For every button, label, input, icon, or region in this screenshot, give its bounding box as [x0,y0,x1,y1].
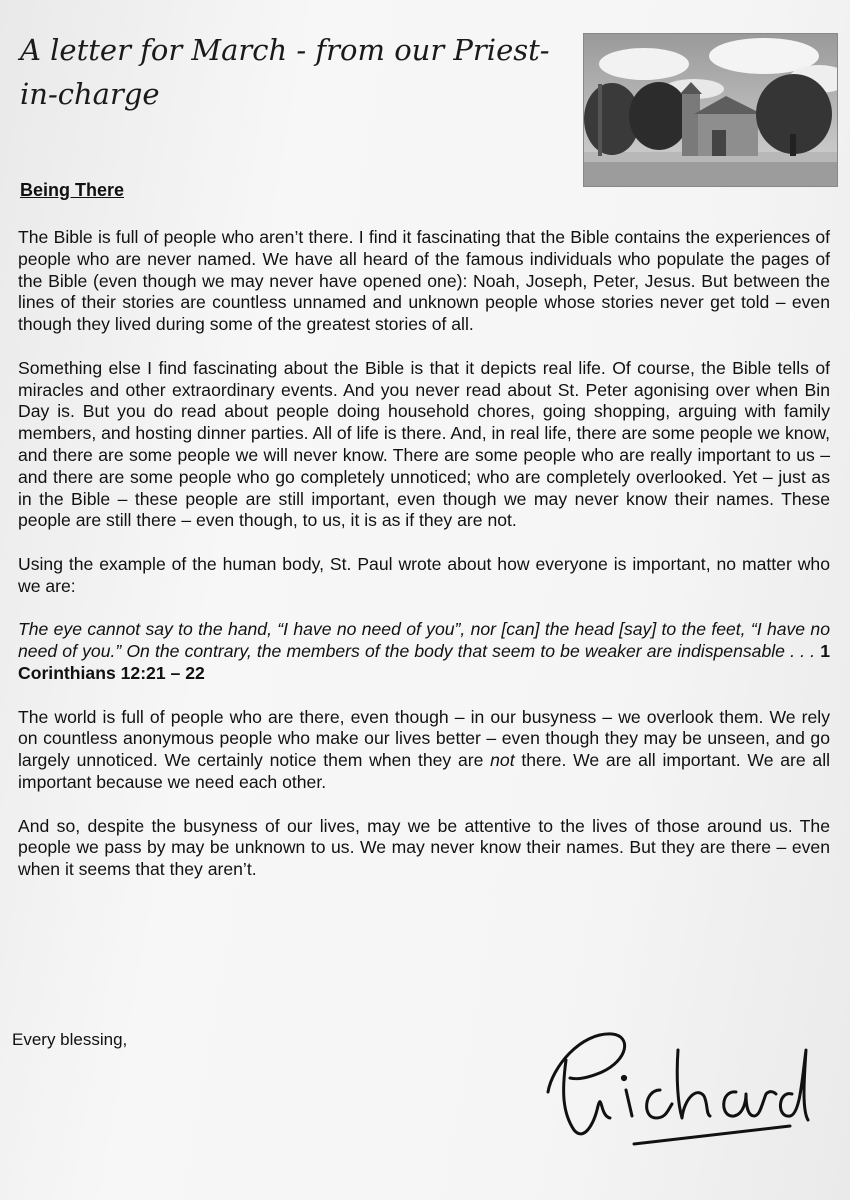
letter-body [18,227,830,903]
church-photo [583,33,838,187]
quote-reference: 1 Corinthians 12:21 – 22 [18,641,830,683]
paragraph-4-start: The world is full of people who are there, even though – in our busyness – we overlook them. We rely on countless anonymous people who make our lives better – even though they may be unseen, and go largely unnoticed. We certainly notice them when they are [18,706,830,771]
paragraph-4-emphasis: not [490,750,515,771]
paragraph-1: The Bible is full of people who aren’t there. I find it fascinating that the Bible contains the experiences of people who are never named. We have all heard of the famous individuals who populate the pages of the Bible (even though we may never have opened one): Noah, Joseph, Peter, Jesus. But between the lines of their stories are countless unnamed and unknown people whose stories never get told – even though they lived during some of the greatest stories of all. [18,227,830,335]
quote-text: The eye cannot say to the hand, “I have no need of you”, nor [can] the head [say] to the feet, “I have no need of you.” On the contrary, the members of the body that seem to be weaker are indispensable . . . [18,619,830,662]
paragraph-2: Something else I find fascinating about the Bible is that it depicts real life. Of course, the Bible tells of miracles and other extraordinary events. And you never read about St. Peter agonising over when Bin Day is. But you do read about people doing household chores, going shopping, arguing with family members, and hosting dinner parties. All of life is there. And, in real life, there are some people we know, and there are some people we will never know. There are some people who are really important to us – and there are some people who go completely unnoticed; who are completely overlooked. Yet – just as in the Bible – these people are still important, even though we may never know their names. These people are still there – even though, to us, it is as if they are not. [18,357,830,531]
paragraph-4 [18,707,830,794]
handwritten-signature [540,1020,810,1155]
letter-title: A letter for March - from our Priest-in-charge [20,33,550,111]
paragraph-3: Using the example of the human body, St. Paul wrote about how everyone is important, no matter who we are: [18,553,830,596]
closing-salutation: Every blessing, [12,1030,128,1049]
scripture-quote [18,619,830,684]
paragraph-4-end: there. We are all important. We are all important because we need each other. [18,750,831,792]
paragraph-5: And so, despite the busyness of our lives, may we be attentive to the lives of those around us. The people we pass by may be unknown to us. We may never know their names. But they are there – even when it seems that they aren’t. [18,815,830,880]
section-heading: Being There [20,180,125,200]
